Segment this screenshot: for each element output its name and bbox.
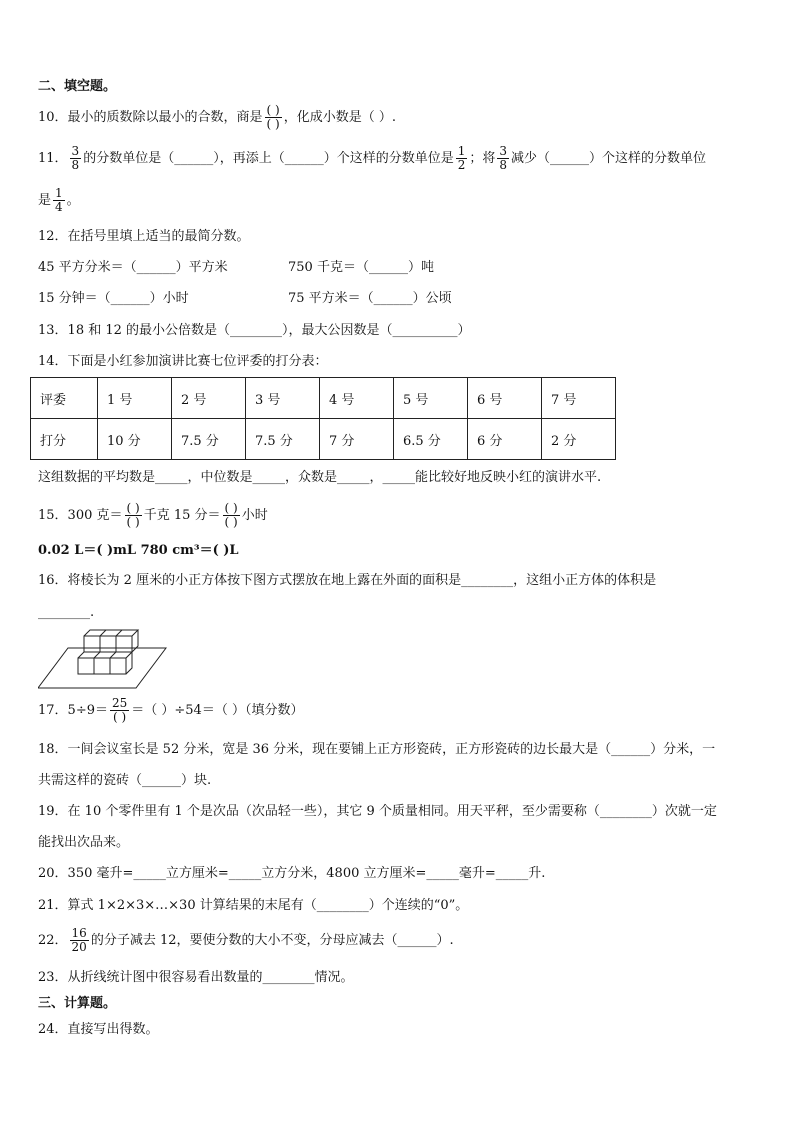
question-16-cont: ________. [38, 605, 95, 620]
table-cell: 5 号 [394, 378, 468, 419]
table-cell: 4 号 [320, 378, 394, 419]
q11-text-2: ；将 [469, 151, 496, 166]
table-cell: 2 号 [172, 378, 246, 419]
q17-text-a: 17．5÷9＝ [38, 703, 108, 718]
q11-f3-den: 8 [499, 158, 507, 172]
question-18: 18．一间会议室长是 52 分米，宽是 36 分米，现在要铺上正方形瓷砖，正方形瓷砖的边长最大是（______）分米，一 [38, 742, 716, 757]
question-19-cont: 能找出次品来。 [38, 835, 130, 850]
ground-plane [38, 648, 166, 688]
q10-denominator: ( ) [266, 117, 280, 131]
q15-text-c: 小时 [241, 508, 268, 523]
q22-fraction [70, 927, 89, 954]
cube [110, 658, 126, 674]
question-23: 23．从折线统计图中很容易看出数量的________情况。 [38, 970, 354, 985]
table-cell: 7 分 [320, 419, 394, 460]
table-cell: 6 号 [468, 378, 542, 419]
question-14-after: 这组数据的平均数是_____，中位数是_____，众数是_____，_____能比较好地反映小红的演讲水平. [38, 470, 602, 485]
question-11 [38, 142, 706, 176]
q15-fraction-2 [223, 502, 240, 529]
q12-item-a: 45 平方分米＝（______）平方米 [38, 260, 228, 275]
q22-number: 22． [38, 933, 68, 948]
q11-f4-den: 4 [55, 200, 63, 214]
table-cell: 7 号 [542, 378, 616, 419]
question-14-title: 14．下面是小红参加演讲比赛七位评委的打分表： [38, 354, 328, 369]
cube [100, 636, 116, 652]
q15-f2-num: ( ) [224, 501, 238, 515]
table-cell: 2 分 [542, 419, 616, 460]
q15-fraction-1 [125, 502, 142, 529]
q11-text-1: 的分数单位是（______），再添上（______）个这样的分数单位是 [83, 151, 454, 166]
q12-item-c: 15 分钟＝（______）小时 [38, 291, 189, 306]
table-cell: 6.5 分 [394, 419, 468, 460]
table-cell: 10 分 [98, 419, 172, 460]
table-cell: 7.5 分 [172, 419, 246, 460]
question-11-cont [38, 184, 80, 218]
q11-f4-num: 1 [55, 186, 63, 200]
q11-f2-den: 2 [457, 158, 466, 172]
question-12-title: 12．在括号里填上适当的最简分数。 [38, 229, 250, 244]
q11-text-3: 减少（______）个这样的分数单位 [511, 151, 707, 166]
q10-text: 10．最小的质数除以最小的合数，商是 [38, 110, 263, 125]
q15-f2-den: ( ) [224, 515, 238, 529]
cube-stack-figure [38, 626, 168, 690]
table-cell: 3 号 [246, 378, 320, 419]
cube [94, 658, 110, 674]
q12-item-d: 75 平方米＝（______）公顷 [288, 291, 452, 306]
q11-f3-num: 3 [499, 144, 507, 158]
question-20: 20．350 毫升=_____立方厘米=_____立方分米，4800 立方厘米=_____毫升=_____升. [38, 866, 546, 881]
section-heading-fill-in: 二、填空题。 [38, 79, 117, 94]
q11-fraction-3 [497, 145, 509, 172]
cube [84, 636, 100, 652]
question-10 [38, 100, 396, 136]
table-row [31, 378, 616, 419]
q22-text: 的分子减去 12，要使分数的大小不变，分母应减去（______）. [90, 933, 454, 948]
table-cell: 评委 [31, 378, 98, 419]
q22-den: 20 [71, 940, 87, 954]
q17-den: ( ) [113, 710, 127, 724]
question-21: 21．算式 1×2×3×…×30 计算结果的末尾有（________）个连续的“0”。 [38, 898, 469, 913]
cube [116, 636, 132, 652]
table-row [31, 419, 616, 460]
table-cell: 6 分 [468, 419, 542, 460]
question-16: 16．将棱长为 2 厘米的小正方体按下图方式摆放在地上露在外面的面积是________，这组小正方体的体积是 [38, 573, 657, 588]
section-heading-calculation: 三、计算题。 [38, 996, 117, 1011]
question-19: 19．在 10 个零件里有 1 个是次品（次品轻一些），其它 9 个质量相同。用天平秤，至少需要称（________）次就一定 [38, 804, 717, 819]
q10-numerator: ( ) [266, 103, 280, 117]
q11-f1-num: 3 [71, 144, 80, 158]
q17-text-b: ＝（ ）÷54＝（ ）（填分数） [131, 703, 304, 718]
q15-text-b: 千克 15 分＝ [143, 508, 221, 523]
question-22 [38, 921, 454, 961]
cube [78, 658, 94, 674]
q11-fraction-1 [70, 145, 82, 172]
q11-number: 11． [38, 151, 68, 166]
q15-f1-num: ( ) [126, 501, 140, 515]
question-17 [38, 691, 303, 731]
q11-text-4: 是 [38, 193, 52, 208]
q15-f1-den: ( ) [126, 515, 140, 529]
question-13: 13．18 和 12 的最小公倍数是（________），最大公因数是（__________） [38, 323, 471, 338]
question-15 [38, 498, 268, 534]
q10-fraction [265, 104, 282, 131]
q11-fraction-4 [53, 187, 65, 214]
q17-num: 25 [111, 696, 128, 710]
q17-fraction [110, 697, 129, 724]
q12-item-b: 750 千克＝（______）吨 [288, 260, 434, 275]
question-24: 24．直接写出得数。 [38, 1022, 159, 1037]
q11-text-5: 。 [66, 193, 80, 208]
question-18-cont: 共需这样的瓷砖（______）块. [38, 773, 212, 788]
q11-fraction-2 [456, 145, 468, 172]
q22-num: 16 [71, 926, 87, 940]
q15-text-a: 15．300 克＝ [38, 508, 123, 523]
q11-f1-den: 8 [71, 158, 80, 172]
score-table [30, 377, 616, 460]
table-cell: 打分 [31, 419, 98, 460]
q11-f2-num: 1 [457, 144, 466, 158]
q10-tail: ，化成小数是（ ）. [283, 110, 396, 125]
table-cell: 7.5 分 [246, 419, 320, 460]
question-15-line2: 0.02 L＝( )mL 780 cm³＝( )L [38, 543, 239, 558]
table-cell: 1 号 [98, 378, 172, 419]
